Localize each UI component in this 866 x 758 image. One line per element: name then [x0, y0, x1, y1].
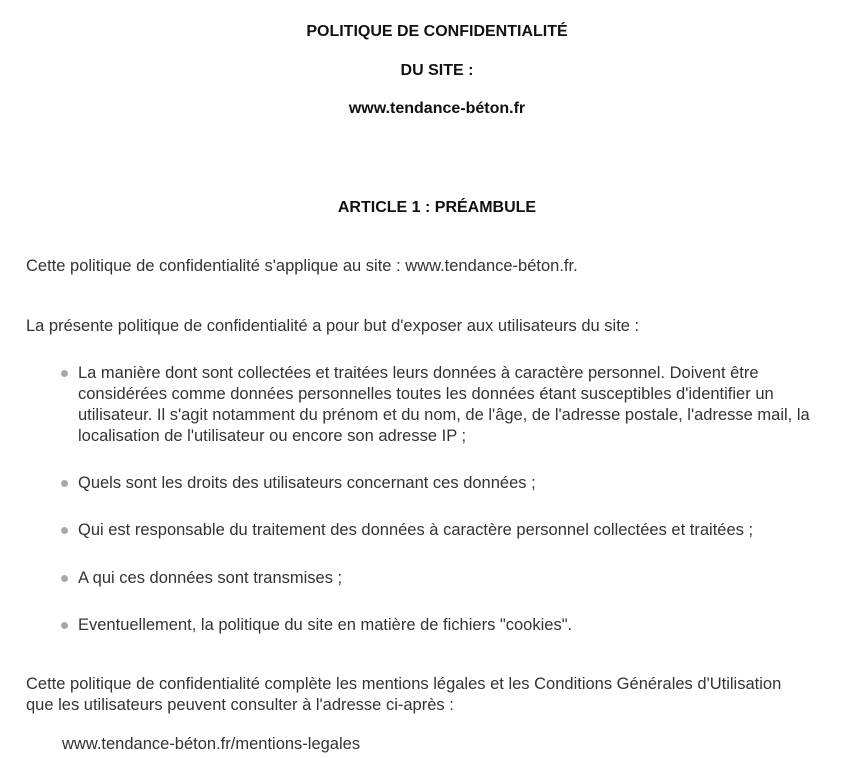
list-item: [78, 615, 858, 636]
closing-paragraph-line-2: que les utilisateurs peuvent consulter à l'adresse ci-après :: [26, 696, 454, 714]
list-item-line: localisation de l'utilisateur ou encore son adresse IP ;: [78, 427, 467, 445]
list-item-line: Eventuellement, la politique du site en matière de fichiers "cookies".: [78, 616, 573, 634]
list-item: [78, 363, 858, 447]
closing-paragraph-line-1: Cette politique de confidentialité complète les mentions légales et les Conditions Générales d'Utilisation: [26, 675, 782, 693]
list-item-line: A qui ces données sont transmises ;: [78, 569, 343, 587]
list-item: [78, 568, 858, 589]
list-item: [78, 473, 858, 494]
bullet-dot-icon: [61, 622, 68, 629]
article-1-heading: ARTICLE 1 : PRÉAMBULE: [337, 199, 537, 216]
page-title-site-url: www.tendance-béton.fr: [348, 100, 526, 117]
list-item-line: utilisateur. Il s'agit notamment du prénom et du nom, de l'âge, de l'adresse postale, l'adresse mail, la: [78, 406, 810, 424]
page-title-line-1: POLITIQUE DE CONFIDENTIALITÉ: [306, 23, 568, 40]
list-item-line: Quels sont les droits des utilisateurs concernant ces données ;: [78, 474, 536, 492]
page-title-line-2: DU SITE :: [400, 62, 474, 79]
intro-paragraph: Cette politique de confidentialité s'applique au site : www.tendance-béton.fr.: [26, 257, 578, 275]
list-item-line: La manière dont sont collectées et traitées leurs données à caractère personnel. Doivent être: [78, 364, 759, 382]
bullet-dot-icon: [61, 527, 68, 534]
legal-notice-link[interactable]: www.tendance-béton.fr/mentions-legales: [62, 735, 361, 753]
bullet-dot-icon: [61, 370, 68, 377]
purpose-paragraph: La présente politique de confidentialité a pour but d'exposer aux utilisateurs du site :: [26, 317, 640, 335]
list-item: [78, 520, 858, 541]
bullet-dot-icon: [61, 575, 68, 582]
list-item-line: considérées comme données personnelles toutes les données étant susceptibles d'identifier un: [78, 385, 774, 403]
list-item-line: Qui est responsable du traitement des données à caractère personnel collectées et traitées ;: [78, 521, 754, 539]
bullet-dot-icon: [61, 480, 68, 487]
